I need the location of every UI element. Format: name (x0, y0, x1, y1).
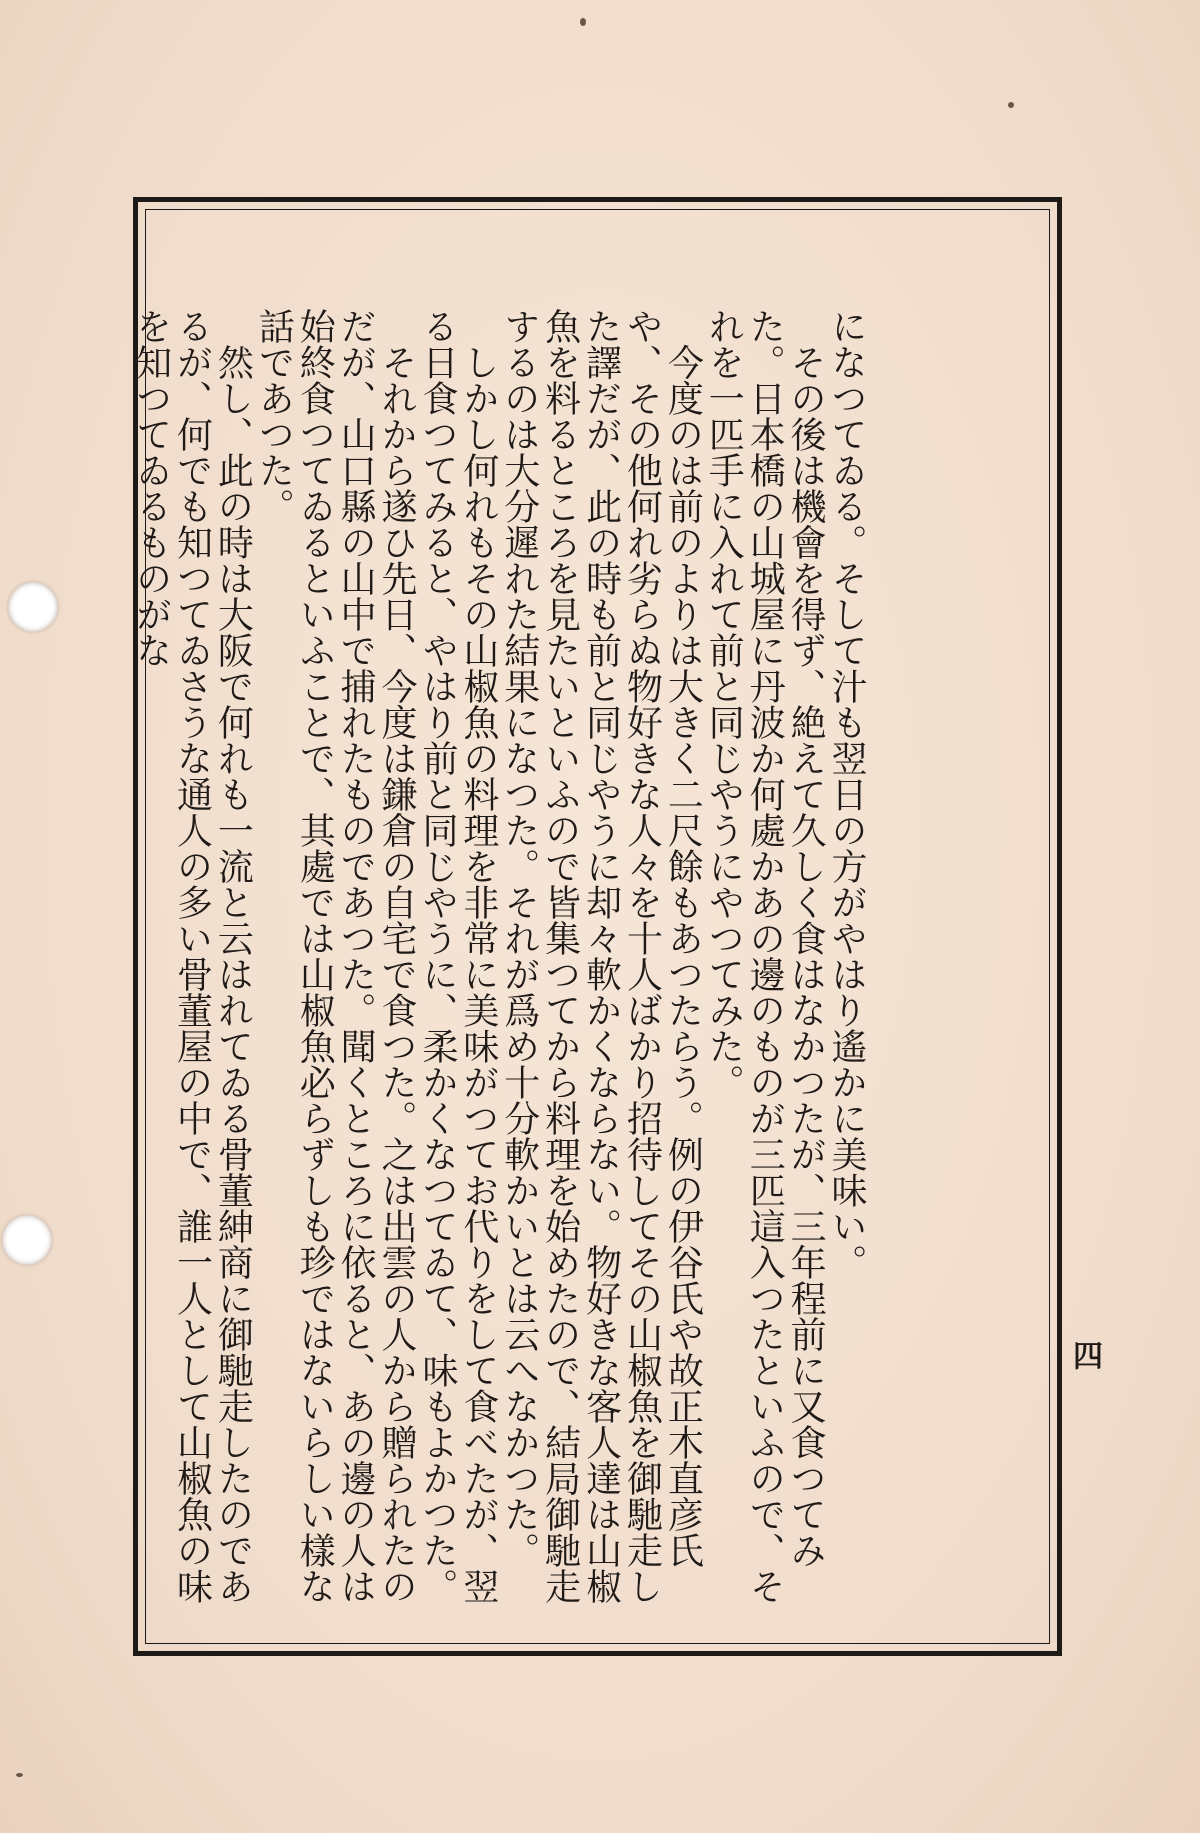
paragraph: しかし何れもその山椒魚の料理を非常に美味がつてお代りをして食べたが、翌る日食つてみると、やはり前と同じやうに、柔かくなつてゐて、味もよかつた。 (416, 308, 499, 1604)
binding-hole (2, 1215, 52, 1265)
paragraph: それから遂ひ先日、今度は鎌倉の自宅で食つた。之は出雲の人から贈られたのだが、山口縣の山中で捕れたものであつた。聞くところに依ると、あの邊の人は始終食つてゐるといふことで、其處では山椒魚必らずしも珍ではないらしい樣な話であつた。 (253, 308, 418, 1604)
vertical-body-text (130, 308, 867, 1618)
paper-fleck (1008, 102, 1014, 108)
paragraph: その後は機會を得ず、絶えて久しく食はなかつたが、三年程前に又食つてみた。日本橋の山城屋に丹波か何處かあの邊のものが三匹這入つたといふので、それを一匹手に入れて前と同じやうにやつてみた。 (703, 308, 827, 1604)
paragraph: 然し、此の時は大阪で何れも一流と云はれてゐる骨董紳商に御馳走したのであるが、何でも知つてゐさうな通人の多い骨董屋の中で、誰一人として山椒魚の味を知つてゐるものがな (130, 308, 254, 1604)
paper-fleck (580, 18, 586, 26)
paragraph: になつてゐる。そして汁も翌日の方がやはり遙かに美味い。 (826, 308, 867, 1280)
binding-hole (8, 582, 58, 632)
page-number: 四 (1067, 1340, 1102, 1370)
paragraph: 今度のは前のよりは大きく二尺餘もあつたらう。例の伊谷氏や故正木直彦氏や、その他何れ劣らぬ物好きな人々を十人ばかり招待してその山椒魚を御馳走した譯だが、此の時も前と同じやうに却々軟かくならない。物好きな客人達は山椒魚を料るところを見たいといふので皆集つてから料理を始めたので、結局御馳走するのは大分遲れた結果になつた。それが爲め十分軟かいとは云へなかつた。 (498, 308, 704, 1604)
paper-fleck (16, 1773, 23, 1777)
